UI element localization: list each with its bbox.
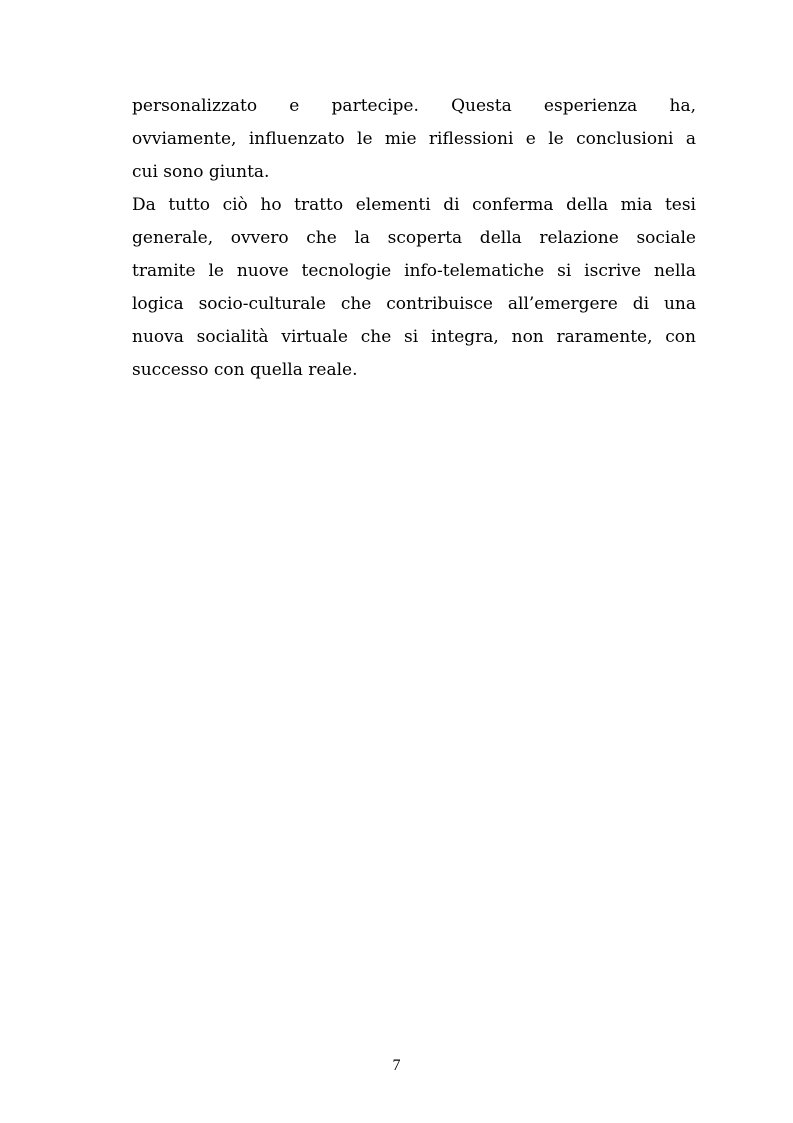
text-line: cui sono giunta. <box>132 162 270 182</box>
text-line: Da tutto ciò ho tratto elementi di conferma della mia tesi <box>132 195 696 215</box>
paragraph-2 <box>132 189 696 387</box>
text-line: ovviamente, influenzato le mie riflessioni e le conclusioni a <box>132 129 696 149</box>
text-line: logica socio-culturale che contribuisce all’emergere di una <box>132 294 696 314</box>
paragraph-1 <box>132 90 696 189</box>
text-line: successo con quella reale. <box>132 360 358 380</box>
text-line: nuova socialità virtuale che si integra, non raramente, con <box>132 327 696 347</box>
text-line: personalizzato e partecipe. Questa esperienza ha, <box>132 96 696 116</box>
text-line: generale, ovvero che la scoperta della relazione sociale <box>132 228 696 248</box>
text-line: tramite le nuove tecnologie info-telematiche si iscrive nella <box>132 261 696 281</box>
body-text <box>132 90 696 387</box>
page-number: 7 <box>392 1057 401 1074</box>
